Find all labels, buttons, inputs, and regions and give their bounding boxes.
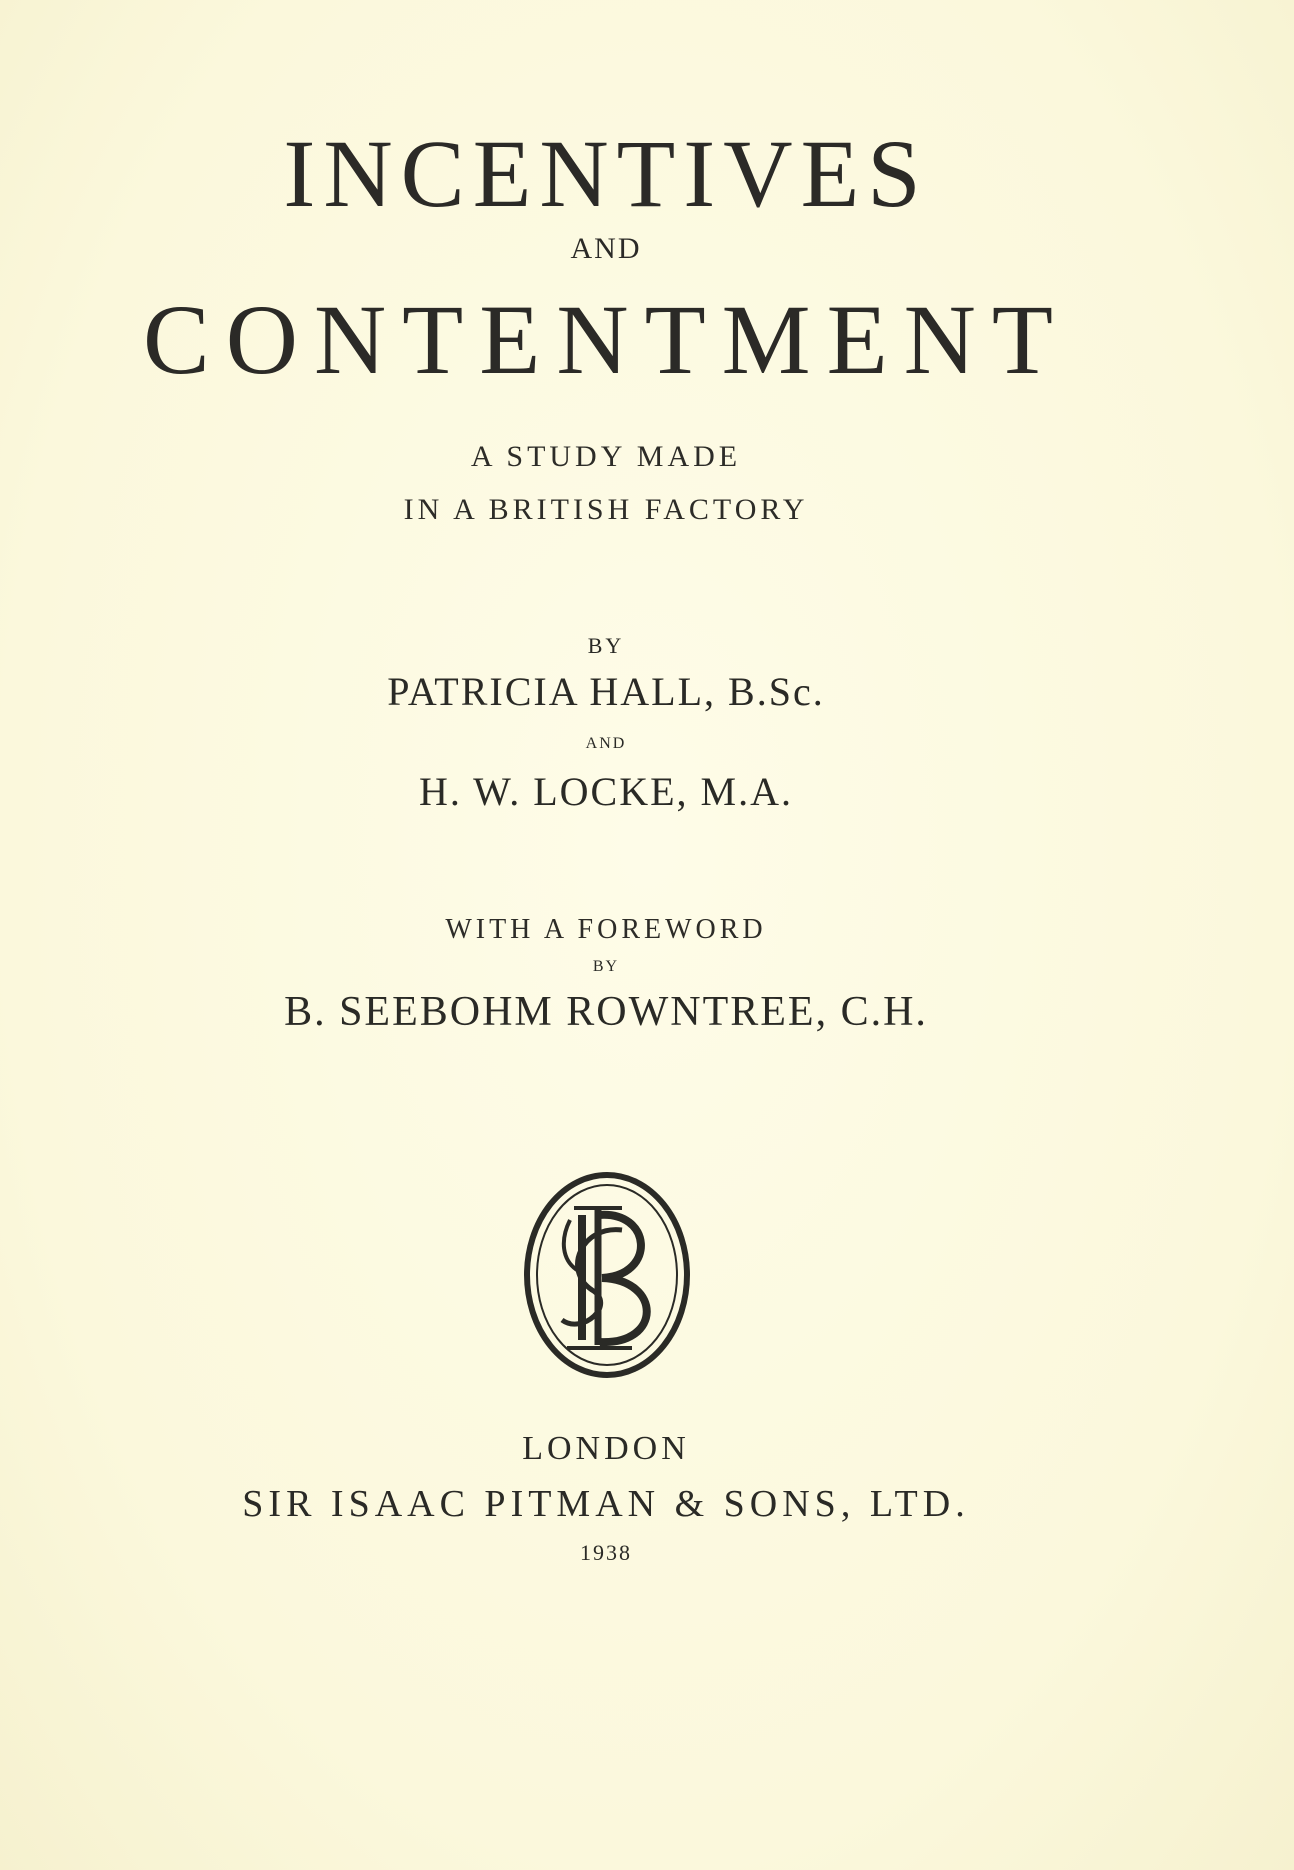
subtitle-line-1: A STUDY MADE <box>470 440 742 473</box>
foreword-label: WITH A FOREWORD <box>445 914 767 945</box>
author-1: PATRICIA HALL, B.Sc. <box>387 669 825 714</box>
imprint-publisher: SIR ISAAC PITMAN & SONS, LTD. <box>242 1483 970 1525</box>
imprint-place: LONDON <box>522 1430 690 1467</box>
title-conjunction: AND <box>570 232 642 265</box>
subtitle-line-2: IN A BRITISH FACTORY <box>403 493 809 526</box>
title-line-1: INCENTIVES <box>283 120 929 227</box>
authors-and-label: AND <box>585 735 627 752</box>
foreword-by-label: BY <box>592 958 620 975</box>
title-line-2: CONTENTMENT <box>143 284 1069 395</box>
author-2: H. W. LOCKE, M.A. <box>418 769 794 814</box>
pitman-monogram-logo <box>522 1170 692 1380</box>
authors-by-label: BY <box>587 633 625 658</box>
imprint-year: 1938 <box>580 1540 632 1565</box>
foreword-author: B. SEEBOHM ROWNTREE, C.H. <box>284 989 928 1035</box>
